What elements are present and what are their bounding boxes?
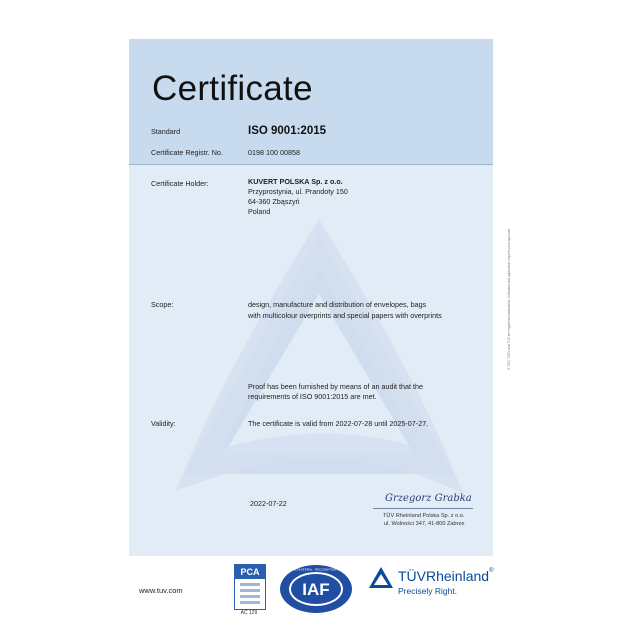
scope-line: design, manufacture and distribution of envelopes, bags: [248, 300, 427, 309]
pca-decoration: [240, 601, 260, 604]
pca-text: PCA: [235, 565, 265, 579]
tuv-reg-mark: ®: [489, 568, 494, 574]
side-legal-note: ® TÜV, TUEV and TUV are registered trademarks. Utilisation and application requires prior approval.: [507, 228, 511, 370]
signature-line: [373, 508, 473, 509]
tuv-tagline: Precisely Right.: [398, 586, 458, 596]
issuer-line: TÜV Rheinland Polska Sp. z o.o.: [383, 513, 465, 519]
pca-decoration: [240, 595, 260, 598]
holder-address-line: Przyprostynia, ul. Prandoty 150: [248, 187, 348, 196]
holder-address-line: Poland: [248, 207, 271, 216]
scope-label: Scope:: [151, 300, 174, 309]
pca-decoration: [240, 589, 260, 592]
iaf-logo: [271, 564, 361, 614]
validity-label: Validity:: [151, 419, 176, 428]
iaf-ring-text: MEMBER OF MULTILATERAL · RECOGNITION ARRANGEMENT: [271, 567, 361, 572]
iaf-text: IAF: [302, 580, 330, 599]
pca-logo: [234, 564, 264, 616]
proof-line: Proof has been furnished by means of an audit that the: [248, 382, 424, 391]
header-divider: [129, 164, 493, 165]
holder-address-line: 64-360 Zbąszyń: [248, 197, 300, 206]
pca-decoration: [240, 583, 260, 586]
scope-line: with multicolour overprints and special papers with overprints: [248, 311, 442, 320]
standard-value: ISO 9001:2015: [248, 125, 327, 137]
page-title: Certificate: [152, 69, 313, 108]
certificate-document: [129, 39, 493, 556]
issue-date: 2022-07-22: [250, 499, 287, 508]
tuv-rheinland-logo: [368, 564, 498, 604]
signature: Grzegorz Grabka: [385, 493, 472, 504]
holder-label: Certificate Holder:: [151, 179, 209, 188]
tuv-triangle-watermark: [169, 224, 469, 504]
footer-url[interactable]: www.tuv.com: [139, 586, 183, 595]
standard-label: Standard: [151, 127, 181, 136]
registr-label: Certificate Registr. No.: [151, 148, 223, 157]
proof-line: requirements of ISO 9001:2015 are met.: [248, 392, 377, 401]
tuv-brand-text: TÜVRheinland: [398, 568, 490, 584]
pca-code: AC 129: [240, 610, 258, 616]
holder-name: KUVERT POLSKA Sp. z o.o.: [248, 177, 343, 186]
registr-value: 0198 100 00858: [248, 148, 300, 157]
validity-text: The certificate is valid from 2022-07-28 until 2025-07-27.: [248, 419, 429, 428]
issuer-line: ul. Wolności 347, 41-800 Zabrze: [384, 521, 465, 527]
tuv-triangle-icon: [368, 566, 394, 590]
pca-badge: [234, 564, 266, 610]
